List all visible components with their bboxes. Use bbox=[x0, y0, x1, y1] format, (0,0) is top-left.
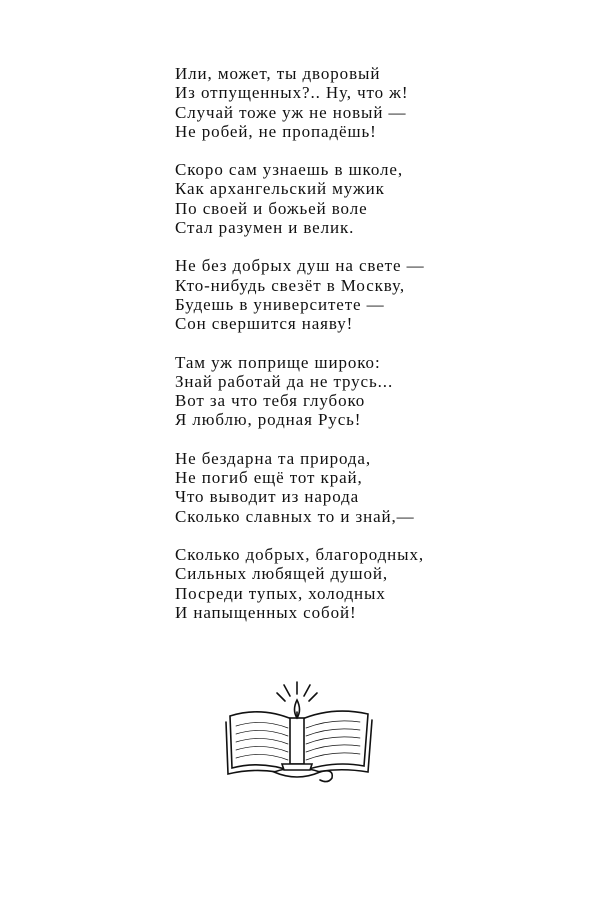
poem-line: Кто-нибудь свезёт в Москву, bbox=[175, 275, 405, 295]
poem-line: Сколько добрых, благородных, bbox=[175, 544, 425, 564]
poem-line: Сильных любящей душой, bbox=[175, 564, 389, 584]
poem-line: Как архангельский мужик bbox=[175, 179, 385, 199]
poem-line: Там уж поприще широко: bbox=[175, 352, 381, 372]
stanza bbox=[175, 160, 425, 237]
stanza bbox=[175, 353, 425, 430]
poem-line: По своей и божьей воле bbox=[175, 198, 368, 218]
poem-line: Сон свершится наяву! bbox=[175, 314, 354, 334]
poem-line: Посреди тупых, холодных bbox=[175, 583, 386, 603]
poem-line: Стал разумен и велик. bbox=[175, 218, 355, 238]
stanza bbox=[175, 545, 425, 622]
stanza bbox=[175, 64, 425, 141]
stanza bbox=[175, 449, 425, 526]
poem-line: Или, может, ты дворовый bbox=[175, 64, 381, 83]
poem-line: Скоро сам узнаешь в школе, bbox=[175, 160, 404, 180]
poem-line: И напыщенных собой! bbox=[175, 602, 357, 622]
poem-line: Не погиб ещё тот край, bbox=[175, 468, 363, 488]
poem-line: Из отпущенных?.. Ну, что ж! bbox=[175, 83, 409, 103]
poem-line: Вот за что тебя глубоко bbox=[175, 391, 366, 411]
poem-line: Сколько славных то и знай,— bbox=[175, 506, 415, 526]
poem-line: Не без добрых душ на свете — bbox=[175, 256, 425, 276]
poem-text bbox=[175, 64, 425, 641]
stanza bbox=[175, 256, 425, 333]
poem-line: Я люблю, родная Русь! bbox=[175, 410, 362, 430]
poem-line: Знай работай да не трусь... bbox=[175, 371, 394, 391]
poem-line: Будешь в университете — bbox=[175, 294, 385, 314]
poem-line: Случай тоже уж не новый — bbox=[175, 102, 407, 122]
poem-line: Не бездарна та природа, bbox=[175, 448, 372, 468]
poem-line: Что выводит из народа bbox=[175, 487, 360, 507]
book-with-candle-icon bbox=[222, 676, 382, 796]
poem-line: Не робей, не пропадёшь! bbox=[175, 121, 377, 141]
